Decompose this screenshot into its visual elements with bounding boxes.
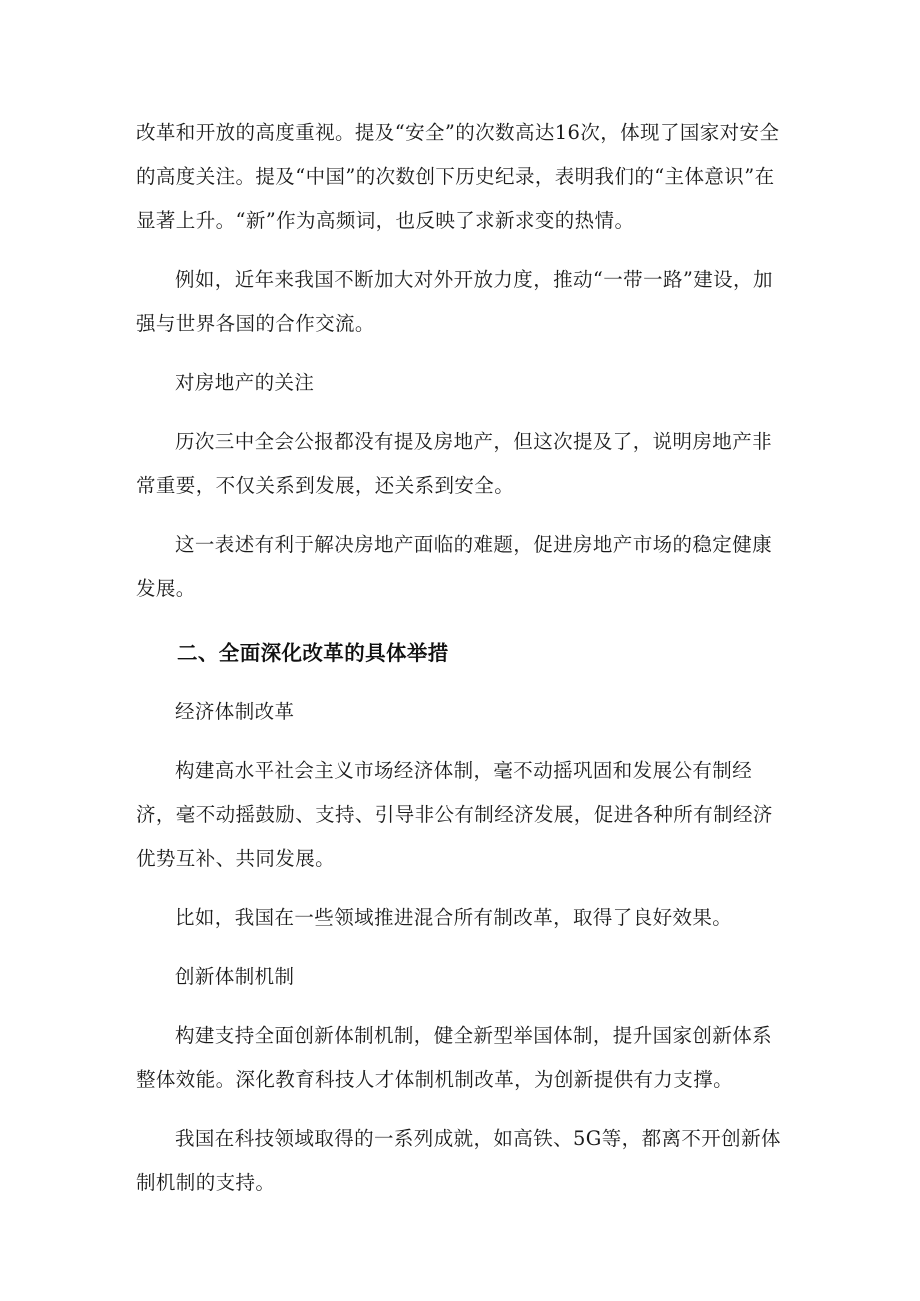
paragraph-mixed-ownership: 比如，我国在一些领域推进混合所有制改革，取得了良好效果。 bbox=[175, 906, 733, 929]
paragraph-market-economy: 构建高水平社会主义市场经济体制，毫不动摇巩固和发展公有制经济，毫不动摇鼓励、支持、引导非公有制经济发展，促进各种所有制经济优势互补、共同发展。 bbox=[136, 759, 773, 870]
paragraph-security-china: 改革和开放的高度重视。提及“安全”的次数高达16次，体现了国家对安全的高度关注。提及“中国”的次数创下历史纪录，表明我们的“主体意识”在显著上升。“新”作为高频词，也反映了求新求变的热情。 bbox=[136, 121, 780, 232]
subheading-innovation: 创新体制机制 bbox=[175, 965, 295, 988]
subheading-real-estate: 对房地产的关注 bbox=[175, 371, 315, 394]
paragraph-real-estate-market: 这一表述有利于解决房地产面临的难题，促进房地产市场的稳定健康发展。 bbox=[136, 533, 773, 600]
paragraph-tech-achievements: 我国在科技领域取得的一系列成就，如高铁、5G等，都离不开创新体制机制的支持。 bbox=[136, 1127, 781, 1194]
subheading-economic-reform: 经济体制改革 bbox=[175, 700, 295, 723]
paragraph-innovation-system: 构建支持全面创新体制机制，健全新型举国体制，提升国家创新体系整体效能。深化教育科技人才体制机制改革，为创新提供有力支撑。 bbox=[136, 1024, 773, 1091]
paragraph-real-estate-mention: 历次三中全会公报都没有提及房地产，但这次提及了，说明房地产非常重要，不仅关系到发展，还关系到安全。 bbox=[136, 430, 773, 497]
document-body bbox=[136, 111, 786, 1205]
section-heading-reform-measures: 二、全面深化改革的具体举措 bbox=[177, 641, 449, 665]
paragraph-opening-up: 例如，近年来我国不断加大对外开放力度，推动“一带一路”建设，加强与世界各国的合作交流。 bbox=[136, 268, 773, 335]
